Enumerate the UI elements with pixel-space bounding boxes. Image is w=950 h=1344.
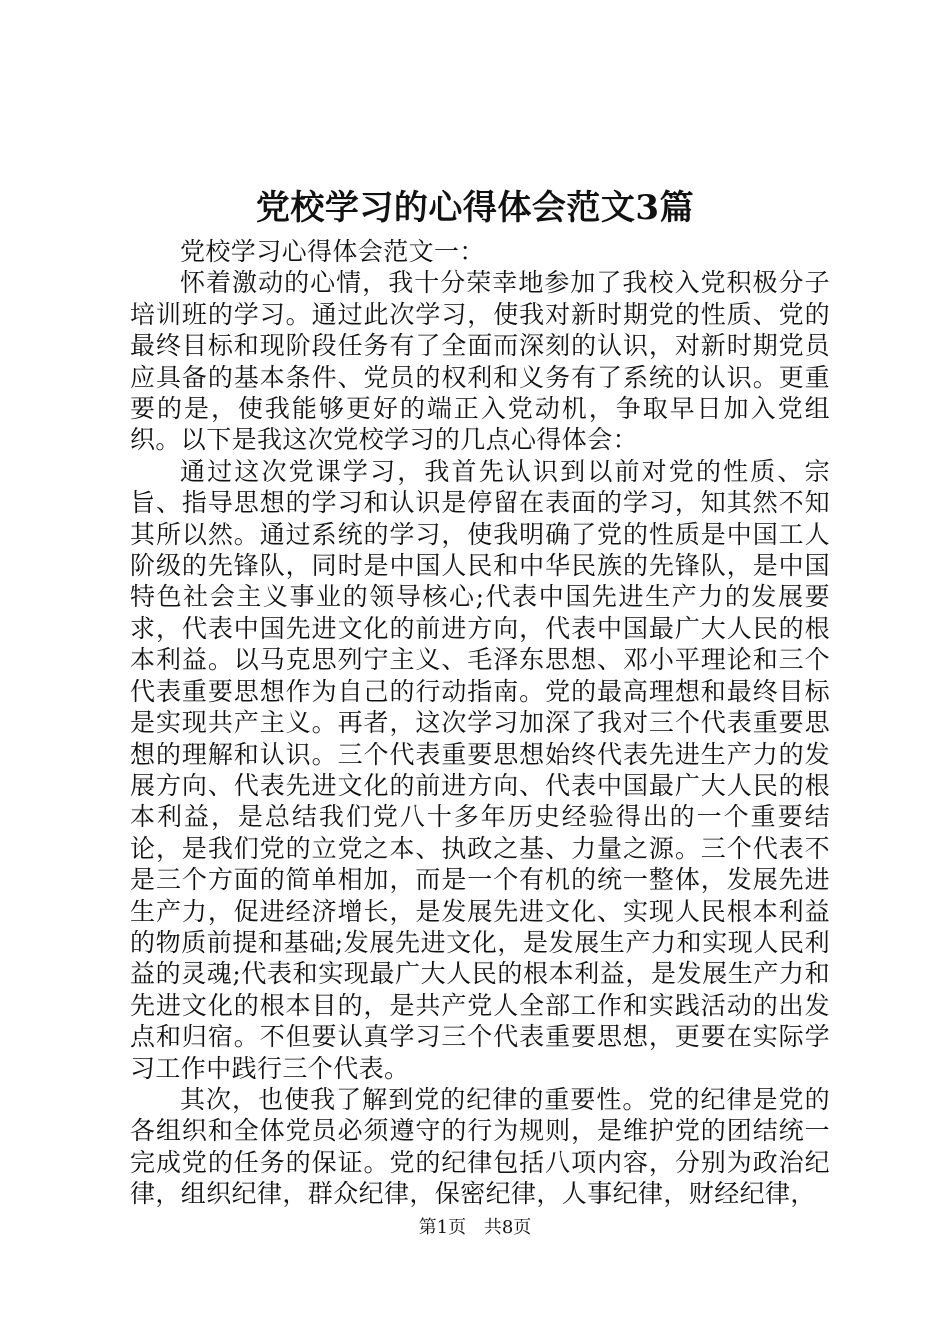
document-body	[130, 236, 830, 1210]
paragraph: 其次，也使我了解到党的纪律的重要性。党的纪律是党的各组织和全体党员必须遵守的行为规则，是维护党的团结统一完成党的任务的保证。党的纪律包括八项内容，分别为政治纪律，组织纪律，群众纪律，保密纪律，人事纪律，财经纪律，	[130, 1084, 830, 1209]
page-total: 共8页	[483, 1217, 532, 1238]
page-number: 第1页	[418, 1217, 467, 1238]
page-footer	[0, 1216, 950, 1240]
paragraph: 怀着激动的心情，我十分荣幸地参加了我校入党积极分子培训班的学习。通过此次学习，使我对新时期党的性质、党的最终目标和现阶段任务有了全面而深刻的认识，对新时期党员应具备的基本条件、党员的权利和义务有了系统的认识。更重要的是，使我能够更好的端正入党动机，争取早日加入党组织。以下是我这次党校学习的几点心得体会：	[130, 268, 830, 455]
document-title: 党校学习的心得体会范文3篇	[255, 188, 695, 228]
paragraph: 通过这次党课学习，我首先认识到以前对党的性质、宗旨、指导思想的学习和认识是停留在表面的学习，知其然不知其所以然。通过系统的学习，使我明确了党的性质是中国工人阶级的先锋队，同时是中国人民和中华民族的先锋队，是中国特色社会主义事业的领导核心;代表中国先进生产力的发展要求，代表中国先进文化的前进方向，代表中国最广大人民的根本利益。以马克思列宁主义、毛泽东思想、邓小平理论和三个代表重要思想作为自己的行动指南。党的最高理想和最终目标是实现共产主义。再者，这次学习加深了我对三个代表重要思想的理解和认识。三个代表重要思想始终代表先进生产力的发展方向、代表先进文化的前进方向、代表中国最广大人民的根本利益，是总结我们党八十多年历史经验得出的一个重要结论，是我们党的立党之本、执政之基、力量之源。三个代表不是三个方面的简单相加，而是一个有机的统一整体，发展先进生产力，促进经济增长，是发展先进文化、实现人民根本利益的物质前提和基础;发展先进文化，是发展生产力和实现人民利益的灵魂;代表和实现最广大人民的根本利益，是发展生产力和先进文化的根本目的，是共产党人全部工作和实践活动的出发点和归宿。不但要认真学习三个代表重要思想，更要在实际学习工作中践行三个代表。	[130, 456, 830, 1083]
paragraph-heading: 党校学习心得体会范文一：	[180, 237, 485, 266]
